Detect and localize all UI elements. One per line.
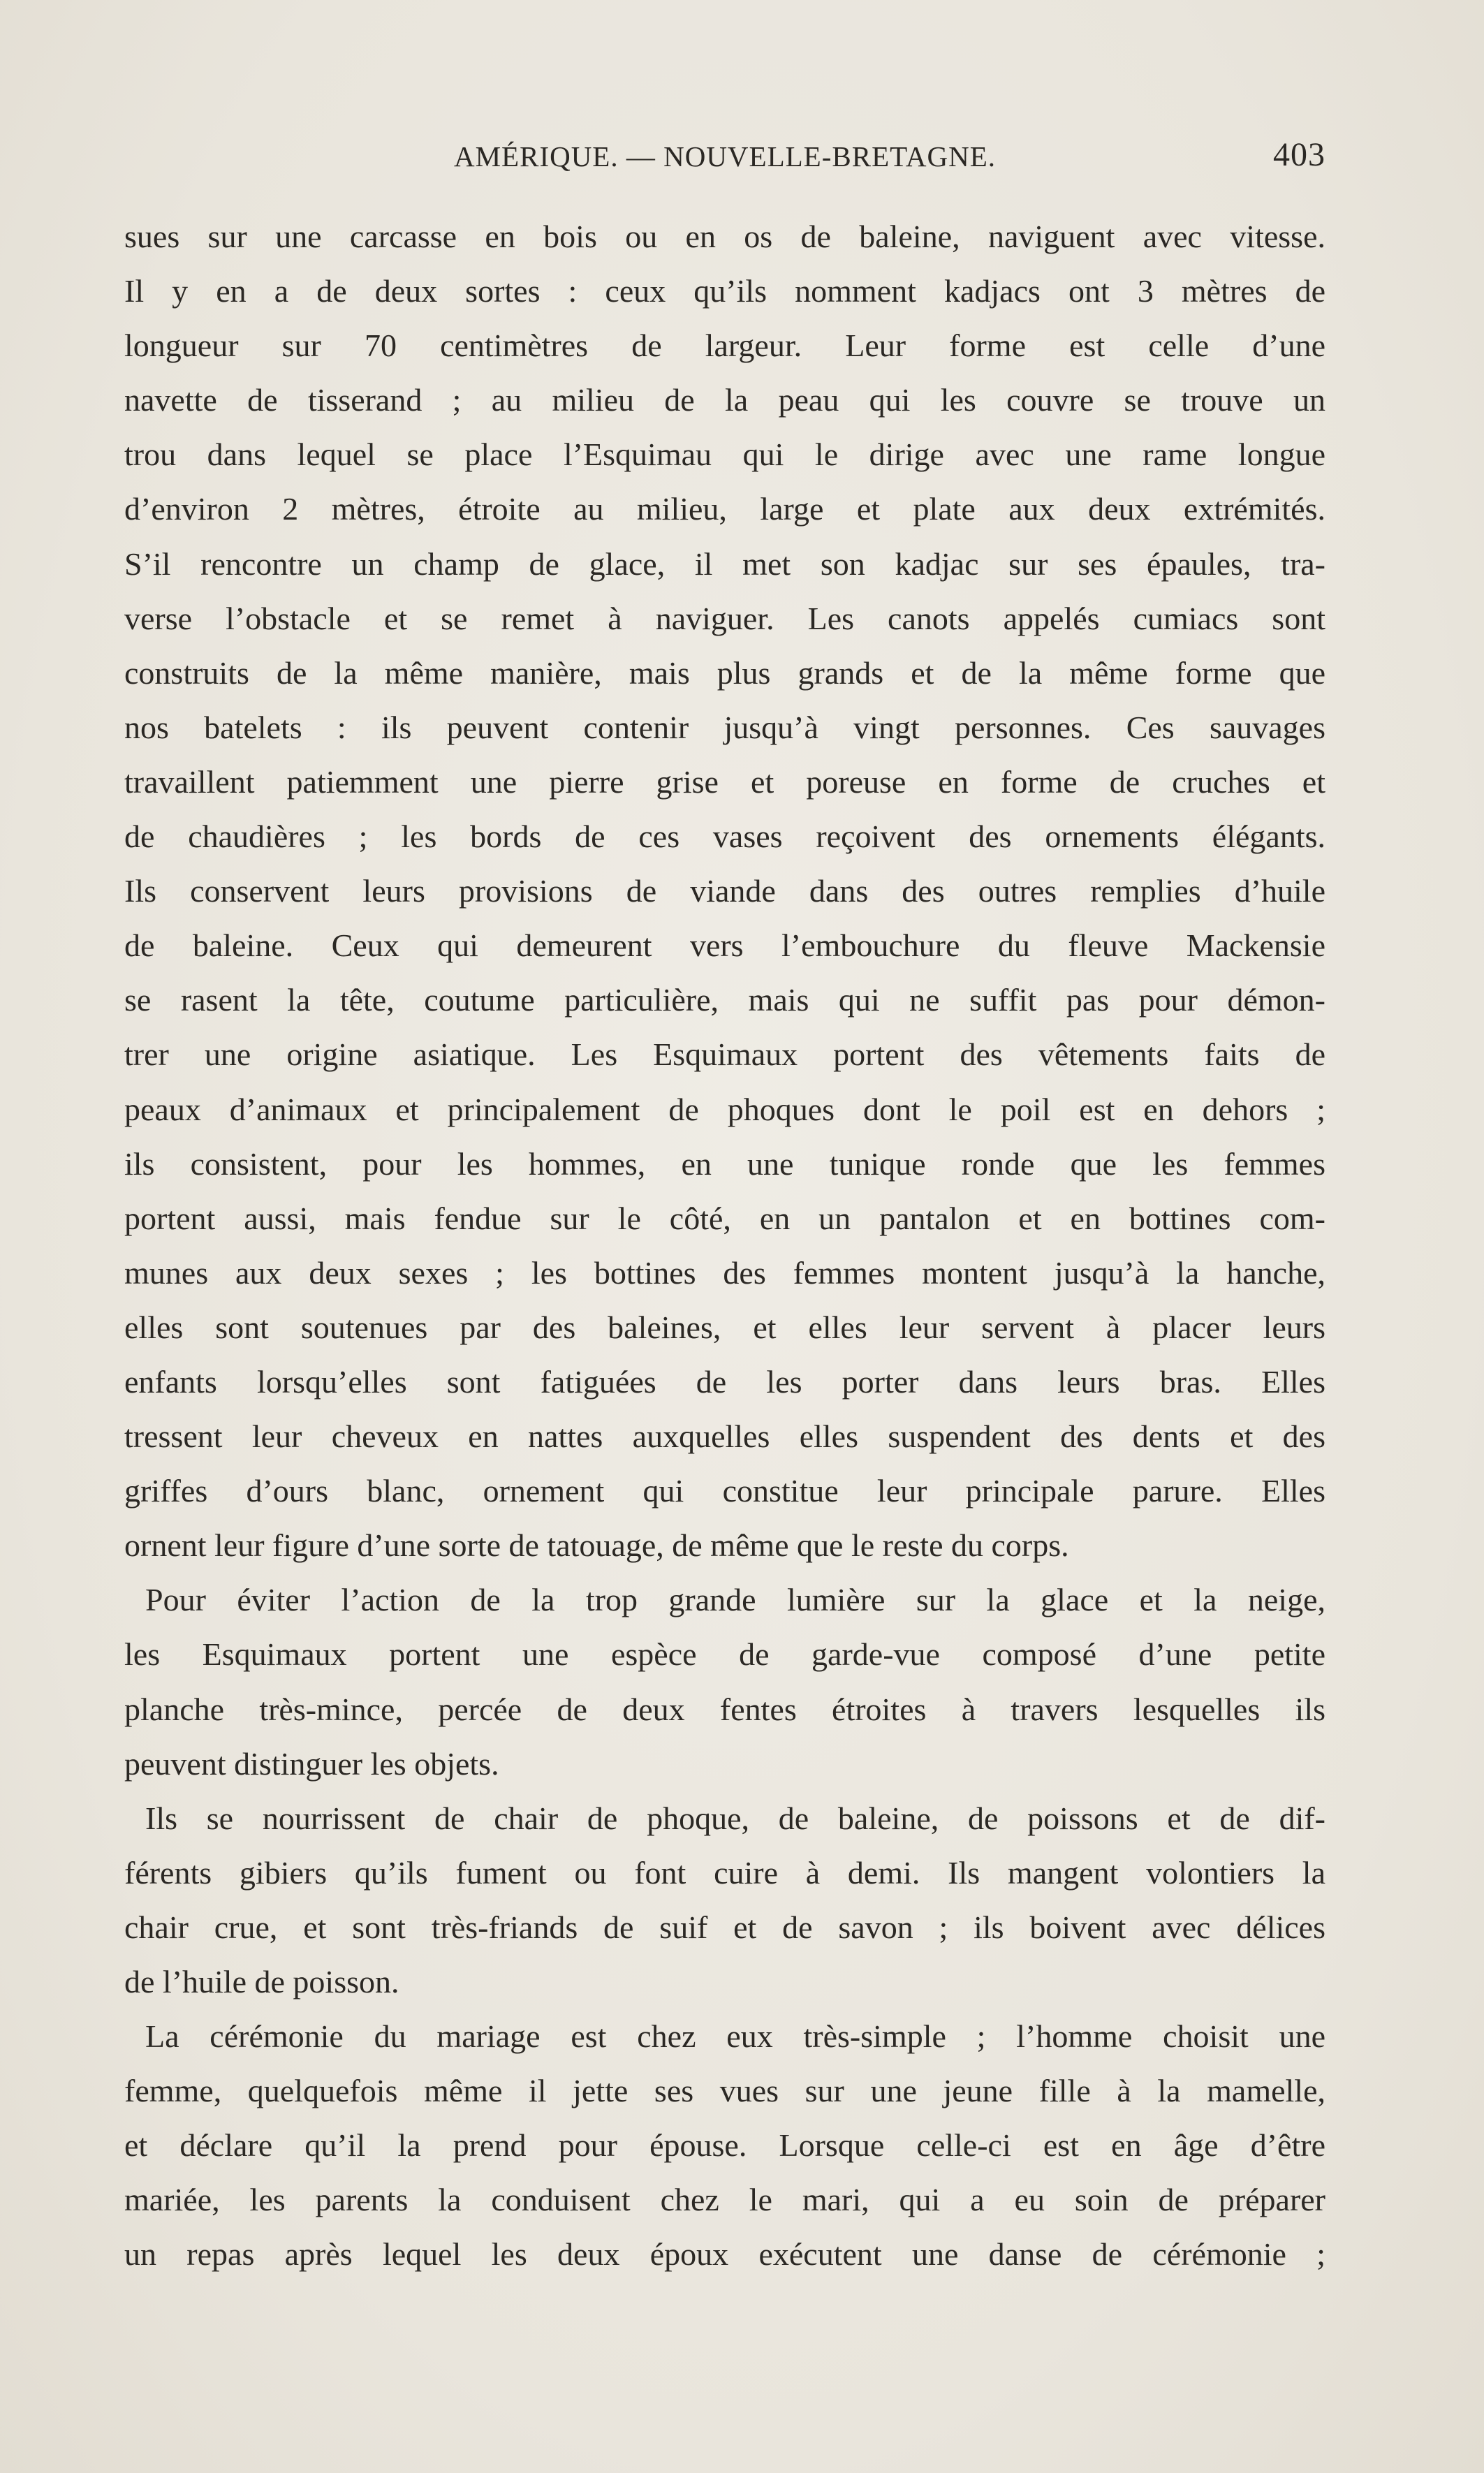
text-line: elles sont soutenues par des baleines, et elles leur servent à placer leurs <box>124 1309 1325 1345</box>
text-line: S’il rencontre un champ de glace, il met son kadjac sur ses épaules, tra- <box>124 545 1325 582</box>
text-line: travaillent patiemment une pierre grise et poreuse en forme de cruches et <box>124 763 1325 800</box>
running-title: AMÉRIQUE. — NOUVELLE-BRETAGNE. <box>453 140 996 173</box>
text-line: et déclare qu’il la prend pour épouse. Lorsque celle-ci est en âge d’être <box>124 2127 1325 2164</box>
text-line: les Esquimaux portent une espèce de garde-vue composé d’une petite <box>124 1636 1325 1673</box>
text-line: enfants lorsqu’elles sont fatiguées de les porter dans leurs bras. Elles <box>124 1363 1325 1400</box>
text-line: griffes d’ours blanc, ornement qui constitue leur principale parure. Elles <box>124 1473 1325 1509</box>
text-line: de chaudières ; les bords de ces vases reçoivent des ornements élégants. <box>124 819 1325 855</box>
text-line: sues sur une carcasse en bois ou en os de baleine, naviguent avec vitesse. <box>124 219 1325 254</box>
text-line: planche très-mince, percée de deux fentes étroites à travers lesquelles ils <box>124 1691 1325 1727</box>
text-line: Ils se nourrissent de chair de phoque, de baleine, de poissons et de dif- <box>145 1800 1325 1836</box>
text-line: Il y en a de deux sortes : ceux qu’ils nomment kadjacs ont 3 mètres de <box>124 273 1325 309</box>
text-line: longueur sur 70 centimètres de largeur. Leur forme est celle d’une <box>124 328 1325 364</box>
text-line: Ils conservent leurs provisions de viande dans des outres remplies d’huile <box>124 873 1325 909</box>
text-line: navette de tisserand ; au milieu de la peau qui les couvre se trouve un <box>124 382 1325 418</box>
text-line: tressent leur cheveux en nattes auxquelles elles suspendent des dents et des <box>124 1418 1325 1455</box>
text-line: ils consistent, pour les hommes, en une tunique ronde que les femmes <box>124 1145 1325 1182</box>
text-line: un repas après lequel les deux époux exécutent une danse de cérémonie ; <box>124 2236 1325 2273</box>
text-line: de baleine. Ceux qui demeurent vers l’embouchure du fleuve Mackensie <box>124 927 1325 964</box>
text-line: construits de la même manière, mais plus grands et de la même forme que <box>124 654 1325 691</box>
text-line: chair crue, et sont très-friands de suif et de savon ; ils boivent avec délices <box>124 1909 1325 1945</box>
text-line: peuvent distinguer les objets. <box>124 1745 499 1782</box>
text-line: de l’huile de poisson. <box>124 1964 399 1999</box>
text-line: férents gibiers qu’ils fument ou font cuire à demi. Ils mangent volontiers la <box>124 1854 1325 1891</box>
text-line: mariée, les parents la conduisent chez le mari, qui a eu soin de préparer <box>124 2182 1325 2218</box>
text-line: portent aussi, mais fendue sur le côté, en un pantalon et en bottines com- <box>124 1200 1325 1236</box>
text-line: nos batelets : ils peuvent contenir jusqu’à vingt personnes. Ces sauvages <box>124 709 1325 745</box>
running-head <box>124 136 1325 182</box>
text-line: trer une origine asiatique. Les Esquimaux portent des vêtements faits de <box>124 1036 1325 1073</box>
text-line: La cérémonie du mariage est chez eux très-simple ; l’homme choisit une <box>145 2018 1325 2055</box>
text-line: Pour éviter l’action de la trop grande lumière sur la glace et la neige, <box>145 1582 1325 1618</box>
text-line: femme, quelquefois même il jette ses vues sur une jeune fille à la mamelle, <box>124 2073 1325 2109</box>
text-line: munes aux deux sexes ; les bottines des femmes montent jusqu’à la hanche, <box>124 1254 1325 1291</box>
text-line: trou dans lequel se place l’Esquimau qui le dirige avec une rame longue <box>124 436 1325 473</box>
text-line: verse l’obstacle et se remet à naviguer. Les canots appelés cumiacs sont <box>124 600 1325 636</box>
body-text <box>124 210 1325 2282</box>
text-line: ornent leur figure d’une sorte de tatouage, de même que le reste du corps. <box>124 1527 1069 1564</box>
text-line: d’environ 2 mètres, étroite au milieu, large et plate aux deux extrémités. <box>124 491 1325 527</box>
text-line: peaux d’animaux et principalement de phoques dont le poil est en dehors ; <box>124 1091 1325 1127</box>
text-line: se rasent la tête, coutume particulière, mais qui ne suffit pas pour démon- <box>124 982 1325 1018</box>
page-number: 403 <box>1273 136 1325 173</box>
